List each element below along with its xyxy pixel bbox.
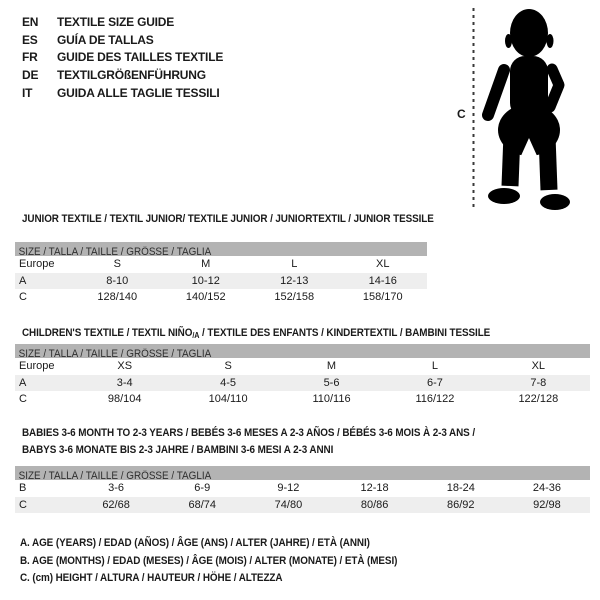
title-line: BABYS 3-6 MONATE BIS 2-3 JAHRE / BAMBINI 3-6 MESI A 2-3 ANNI (22, 444, 334, 456)
size-cell: XL (531, 360, 546, 373)
row-label: C (19, 393, 27, 406)
table-row-height (15, 391, 590, 408)
row-label: B (19, 482, 27, 495)
age-cell: 14-16 (368, 274, 397, 287)
table-children (15, 358, 590, 408)
toddler-silhouette (488, 9, 570, 210)
row-label: A (19, 274, 27, 287)
language-title-list (22, 13, 223, 101)
size-header-label: SIZE / TALLA / TAILLE / GRÖSSE / TAGLIA (18, 348, 212, 360)
height-cell: 116/122 (415, 393, 455, 406)
age-cell: 18-24 (446, 482, 475, 495)
height-cell: 122/128 (518, 393, 559, 406)
height-cell: 152/158 (274, 291, 315, 304)
height-cell: 80/86 (360, 498, 389, 511)
title-text: CHILDREN'S TEXTILE / TEXTIL NIÑO (22, 327, 193, 339)
size-cell: S (224, 360, 232, 373)
footnote-age-months: B. AGE (MONTHS) / EDAD (MESES) / ÂGE (MOIS) / ALTER (MONATE) / ETÀ (MESI) (20, 554, 398, 567)
title-subscript: /A (192, 331, 200, 340)
height-cell: 74/80 (274, 498, 303, 511)
size-cell: L (431, 360, 438, 373)
table-row-age (15, 273, 427, 290)
size-header-bar-babies (15, 466, 590, 480)
height-cell: 98/104 (107, 393, 142, 406)
table-row-height (15, 497, 590, 514)
height-cell: 110/116 (312, 393, 351, 406)
footnote-list (20, 535, 439, 588)
row-label: C (19, 498, 27, 511)
size-header-bar-junior (15, 242, 427, 256)
language-row-it (22, 84, 223, 102)
footnote-height: C. (cm) HEIGHT / ALTURA / HAUTEUR / HÖHE / ALTEZZA (20, 572, 283, 584)
table-row-age-months (15, 480, 590, 497)
row-label: C (19, 291, 27, 304)
footnote-age-years: A. AGE (YEARS) / EDAD (AÑOS) / ÂGE (ANS) / ALTER (JAHRE) / ETÀ (ANNI) (20, 537, 370, 549)
language-code: FR (22, 50, 38, 65)
language-row-es (22, 31, 223, 49)
row-label: Europe (19, 258, 55, 271)
size-header-label: SIZE / TALLA / TAILLE / GRÖSSE / TAGLIA (18, 470, 212, 482)
size-cell: XL (376, 258, 390, 271)
table-row-europe (15, 358, 590, 375)
size-cell: S (113, 258, 121, 271)
language-code: IT (22, 85, 33, 100)
height-cell: 68/74 (188, 498, 217, 511)
row-label: Europe (19, 360, 55, 373)
table-row-age (15, 375, 590, 392)
table-title-children (22, 326, 490, 343)
language-code: DE (22, 67, 39, 82)
table-title-babies (22, 425, 475, 459)
age-cell: 24-36 (532, 482, 562, 495)
guide-title: TEXTILGRÖßENFÜHRUNG (57, 67, 206, 82)
size-header-label: SIZE / TALLA / TAILLE / GRÖSSE / TAGLIA (18, 246, 212, 258)
age-cell: 10-12 (191, 274, 220, 287)
table-row-height (15, 289, 427, 306)
size-cell: L (291, 258, 298, 271)
age-cell: 12-18 (360, 482, 389, 495)
table-row-europe (15, 256, 427, 273)
height-measure-label: C (457, 107, 466, 121)
age-cell: 3-6 (108, 482, 125, 495)
table-junior (15, 256, 427, 306)
height-cell: 86/92 (447, 498, 475, 511)
table-babies (15, 480, 590, 513)
age-cell: 3-4 (116, 376, 133, 389)
age-cell: 12-13 (280, 274, 309, 287)
size-cell: XS (117, 360, 133, 373)
age-cell: 9-12 (277, 482, 300, 495)
size-cell: M (201, 258, 211, 271)
guide-title: GUIDA ALLE TAGLIE TESSILI (57, 85, 220, 100)
age-cell: 4-5 (220, 376, 237, 389)
age-cell: 6-7 (426, 376, 443, 389)
language-row-de (22, 66, 223, 84)
guide-title: GUÍA DE TALLAS (57, 32, 154, 47)
height-cell: 158/170 (362, 291, 403, 304)
age-cell: 7-8 (530, 376, 547, 389)
height-cell: 62/68 (102, 498, 130, 511)
height-cell: 92/98 (533, 498, 561, 511)
size-header-bar-children (15, 344, 590, 358)
table-title-junior: JUNIOR TEXTILE / TEXTIL JUNIOR/ TEXTILE JUNIOR / JUNIORTEXTIL / JUNIOR TESSILE (22, 213, 434, 225)
language-code: EN (22, 14, 39, 29)
height-cell: 128/140 (97, 291, 138, 304)
toddler-silhouette-figure (450, 4, 580, 214)
age-cell: 5-6 (323, 376, 340, 389)
title-line: BABIES 3-6 MONTH TO 2-3 YEARS / BEBÉS 3-6 MESES A 2-3 AÑOS / BÉBÉS 3-6 MOIS À 2-3 ANS / (22, 427, 475, 439)
height-cell: 140/152 (185, 291, 226, 304)
language-row-fr (22, 48, 223, 66)
guide-title: TEXTILE SIZE GUIDE (57, 14, 175, 29)
language-row-en (22, 13, 223, 31)
height-cell: 104/110 (208, 393, 248, 406)
age-cell: 8-10 (106, 274, 129, 287)
row-label: A (19, 376, 27, 389)
age-cell: 6-9 (194, 482, 211, 495)
language-code: ES (22, 32, 38, 47)
size-cell: M (326, 360, 337, 373)
title-text: / TEXTILE DES ENFANTS / KINDERTEXTIL / BAMBINI TESSILE (199, 327, 491, 339)
guide-title: GUIDE DES TAILLES TEXTILE (57, 50, 224, 65)
